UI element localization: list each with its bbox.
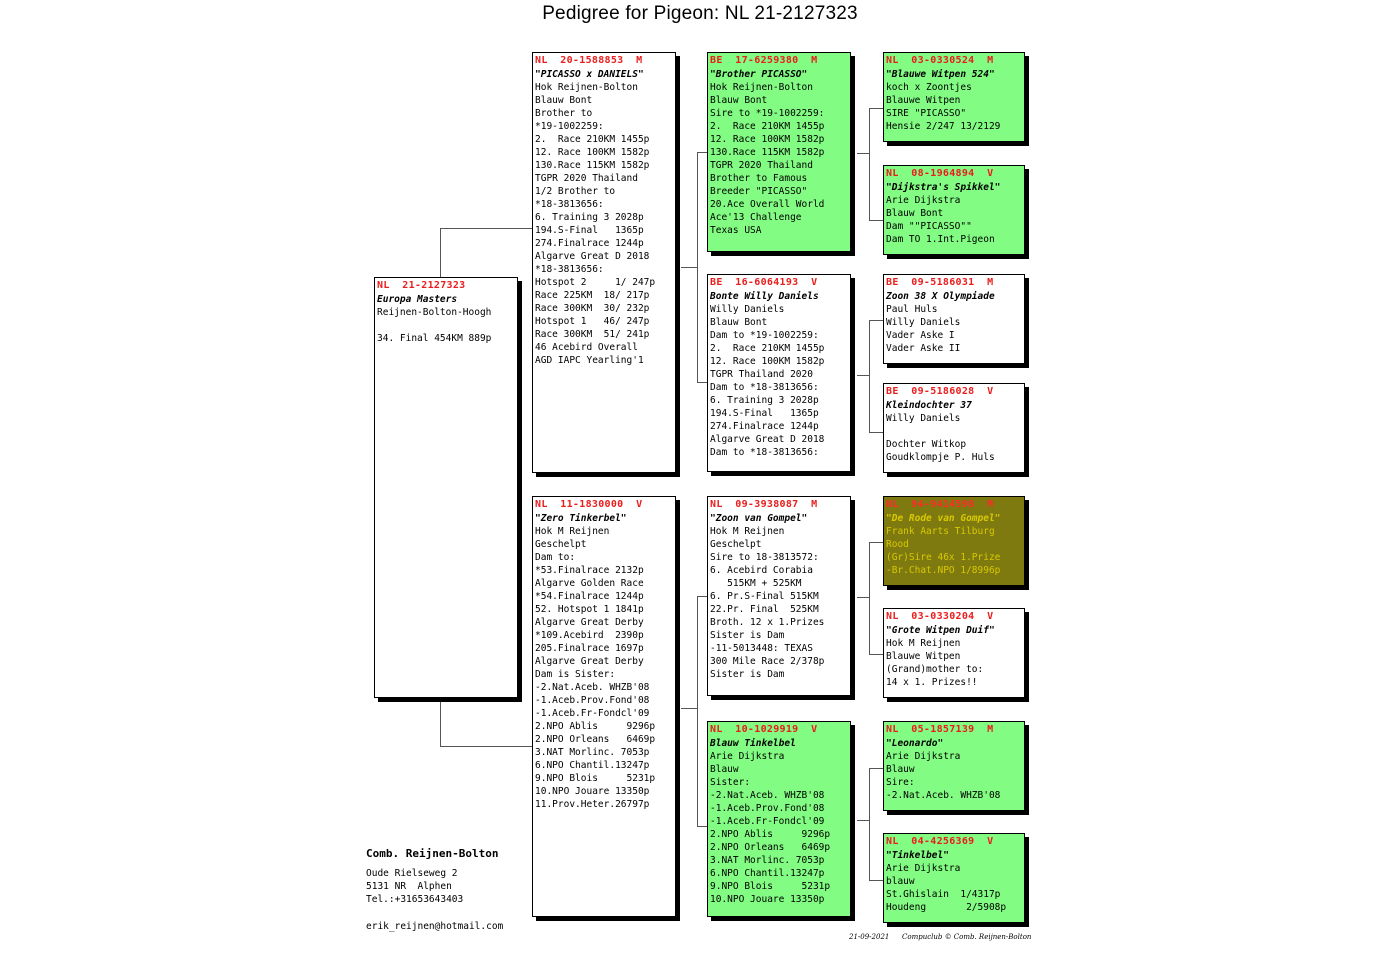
pedigree-line: Hok M Reijnen: [535, 526, 610, 537]
pedigree-line: -1.Aceb.Prov.Fond'08: [535, 695, 650, 706]
pedigree-line: Sire to 18-3813572:: [710, 552, 819, 563]
connector-line: [869, 432, 883, 433]
pedigree-line: 10.NPO Jouare 13350p: [535, 786, 650, 797]
pigeon-card-sire-sire-sire[interactable]: [883, 52, 1025, 142]
pedigree-line: Hotspot 1 46/ 247p: [535, 316, 650, 327]
pedigree-line: Dam to *19-1002259:: [710, 330, 819, 341]
pigeon-card-subject[interactable]: [374, 277, 518, 698]
pedigree-line: Brother to: [535, 108, 593, 119]
pedigree-line: Geschelpt: [535, 539, 587, 550]
connector-line: [697, 596, 707, 597]
pigeon-card-sire-dam-sire[interactable]: [883, 274, 1025, 364]
pedigree-line: 194.S-Final 1365p: [535, 225, 644, 236]
pedigree-line: 194.S-Final 1365p: [710, 408, 819, 419]
pedigree-line: 12. Race 100KM 1582p: [535, 147, 650, 158]
connector-line: [857, 375, 869, 376]
pigeon-name: Europa Masters: [377, 294, 458, 305]
pedigree-line: 515KM + 525KM: [710, 578, 802, 589]
ring-number: NL 20-1588853 M: [535, 55, 643, 66]
pedigree-line: Sire:: [886, 777, 915, 788]
pigeon-name: "De Rode van Gompel": [886, 513, 1001, 524]
pedigree-line: -11-5013448: TEXAS: [710, 643, 813, 654]
pedigree-line: 300 Mile Race 2/378p: [710, 656, 825, 667]
connector-line: [869, 542, 870, 654]
pigeon-card-dam[interactable]: [532, 496, 676, 917]
pedigree-line: Willy Daniels: [886, 413, 961, 424]
pedigree-line: Houdeng 2/5908p: [886, 902, 1007, 913]
connector-line: [697, 152, 698, 382]
pedigree-line: TGPR Thailand 2020: [710, 369, 813, 380]
address-line: Oude Rielseweg 2: [366, 868, 458, 879]
pedigree-line: Texas USA: [710, 225, 762, 236]
pedigree-line: 12. Race 100KM 1582p: [710, 356, 825, 367]
connector-line: [869, 880, 883, 881]
ring-number: BE 17-6259380 M: [710, 55, 818, 66]
pedigree-line: -1.Aceb.Prov.Fond'08: [710, 803, 825, 814]
pedigree-line: Sister is Dam: [710, 669, 785, 680]
pedigree-line: 130.Race 115KM 1582p: [710, 147, 825, 158]
pedigree-line: -2.Nat.Aceb. WHZB'08: [710, 790, 825, 801]
pedigree-line: AGD IAPC Yearling'1: [535, 355, 644, 366]
pigeon-card-dam-sire-dam[interactable]: [883, 608, 1025, 698]
pedigree-line: Race 300KM 51/ 241p: [535, 329, 650, 340]
pedigree-line: Hok M Reijnen: [886, 638, 961, 649]
pedigree-line: Blauw Bont: [710, 317, 768, 328]
pedigree-line: 46 Acebird Overall: [535, 342, 638, 353]
pedigree-line: Arie Dijkstra: [886, 751, 961, 762]
ring-number: NL 94-9414598 M: [886, 499, 994, 510]
pedigree-line: koch x Zoontjes: [886, 82, 972, 93]
pedigree-line: Dochter Witkop: [886, 439, 967, 450]
pedigree-line: Vader Aske I: [886, 330, 955, 341]
pedigree-line: 6.NPO Chantil.13247p: [710, 868, 825, 879]
connector-line: [869, 220, 883, 221]
pedigree-line: Goudklompje P. Huls: [886, 452, 995, 463]
pedigree-line: TGPR 2020 Thailand: [535, 173, 638, 184]
pedigree-line: Dam to *18-3813656:: [710, 447, 819, 458]
pedigree-line: *54.Finalrace 1244p: [535, 591, 644, 602]
connector-line: [869, 320, 883, 321]
phone-line: Tel.:+31653643403: [366, 894, 464, 905]
pedigree-line: Race 225KM 18/ 217p: [535, 290, 650, 301]
connector-line: [869, 654, 883, 655]
page-title: Pedigree for Pigeon: NL 21-2127323: [542, 3, 858, 24]
pedigree-line: SIRE "PICASSO": [886, 108, 967, 119]
pigeon-name: Bonte Willy Daniels: [710, 291, 819, 302]
pedigree-line: Rood: [886, 539, 909, 550]
pedigree-line: 274.Finalrace 1244p: [710, 421, 819, 432]
pedigree-line: [886, 425, 1022, 438]
ring-number: NL 09-3938087 M: [710, 499, 818, 510]
pedigree-line: St.Ghislain 1/4317p: [886, 889, 1001, 900]
pigeon-card-sire[interactable]: [532, 52, 676, 473]
pedigree-line: *53.Finalrace 2132p: [535, 565, 644, 576]
pedigree-line: Hok M Reijnen: [710, 526, 785, 537]
pigeon-name: Blauw Tinkelbel: [710, 738, 796, 749]
pedigree-line: Sire to *19-1002259:: [710, 108, 825, 119]
connector-line: [440, 228, 532, 229]
pedigree-line: -1.Aceb.Fr-Fondcl'09: [710, 816, 825, 827]
pedigree-line: *19-1002259:: [535, 121, 604, 132]
ring-number: NL 05-1857139 M: [886, 724, 994, 735]
pigeon-name: "Blauwe Witpen 524": [886, 69, 995, 80]
pigeon-name: "Leonardo": [886, 738, 944, 749]
pedigree-line: -2.Nat.Aceb. WHZB'08: [886, 790, 1001, 801]
pedigree-line: Breeder "PICASSO": [710, 186, 808, 197]
pedigree-line: Geschelpt: [710, 539, 762, 550]
pedigree-line: Blauwe Witpen: [886, 95, 961, 106]
pedigree-line: 2. Race 210KM 1455p: [710, 343, 825, 354]
pedigree-line: Blauw Bont: [886, 208, 944, 219]
pedigree-line: Hok Reijnen-Bolton: [535, 82, 638, 93]
pigeon-card-sire-dam-dam[interactable]: [883, 383, 1025, 473]
pigeon-name: "Brother PICASSO": [710, 69, 808, 80]
pedigree-line: Blauw Bont: [710, 95, 768, 106]
pigeon-name: Zoon 38 X Olympiade: [886, 291, 995, 302]
pedigree-line: Algarve Golden Race: [535, 578, 644, 589]
pedigree-line: Hensie 2/247 13/2129: [886, 121, 1001, 132]
pedigree-line: Frank Aarts Tilburg: [886, 526, 995, 537]
pedigree-line: (Grand)mother to:: [886, 664, 984, 675]
pedigree-line: *18-3813656:: [535, 264, 604, 275]
pedigree-line: *109.Acebird 2390p: [535, 630, 644, 641]
connector-line: [440, 746, 532, 747]
pigeon-card-dam-dam-sire[interactable]: [883, 721, 1025, 811]
ring-number: NL 08-1964894 V: [886, 168, 994, 179]
pedigree-line: Blauwe Witpen: [886, 651, 961, 662]
pedigree-line: (Gr)Sire 46x 1.Prize: [886, 552, 1001, 563]
breeder-name: Comb. Reijnen-Bolton: [366, 847, 499, 860]
pedigree-line: 6. Training 3 2028p: [535, 212, 644, 223]
pedigree-line: 1/2 Brother to: [535, 186, 616, 197]
connector-line: [869, 108, 870, 220]
pedigree-line: 12. Race 100KM 1582p: [710, 134, 825, 145]
pedigree-line: Dam ""PICASSO"": [886, 221, 972, 232]
connector-line: [681, 708, 697, 709]
pigeon-name: "Dijkstra's Spikkel": [886, 182, 1001, 193]
pedigree-line: 2.NPO Orleans 6469p: [710, 842, 831, 853]
pedigree-line: Blauw Bont: [535, 95, 593, 106]
pedigree-line: 6. Acebird Corabia: [710, 565, 813, 576]
pedigree-line: Brother to Famous: [710, 173, 808, 184]
pedigree-line: -2.Nat.Aceb. WHZB'08: [535, 682, 650, 693]
pedigree-line: [377, 319, 515, 332]
pedigree-line: 3.NAT Morlinc. 7053p: [535, 747, 650, 758]
print-date: 21-09-2021: [849, 933, 890, 941]
pedigree-line: -1.Aceb.Fr-Fondcl'09: [535, 708, 650, 719]
pedigree-line: *18-3813656:: [535, 199, 604, 210]
pedigree-line: 130.Race 115KM 1582p: [535, 160, 650, 171]
pedigree-line: Race 300KM 30/ 232p: [535, 303, 650, 314]
connector-line: [857, 153, 869, 154]
pedigree-line: -Br.Chat.NPO 1/8996p: [886, 565, 1001, 576]
connector-line: [857, 820, 869, 821]
pedigree-line: 20.Ace Overall World: [710, 199, 825, 210]
pedigree-line: 2.NPO Orleans 6469p: [535, 734, 656, 745]
connector-line: [869, 108, 883, 109]
pedigree-line: 9.NPO Blois 5231p: [535, 773, 656, 784]
connector-line: [869, 768, 883, 769]
pigeon-name: "PICASSO x DANIELS": [535, 69, 644, 80]
connector-line: [697, 826, 707, 827]
pigeon-card-sire-dam[interactable]: [707, 274, 851, 472]
pedigree-line: 11.Prov.Heter.26797p: [535, 799, 650, 810]
pedigree-line: 10.NPO Jouare 13350p: [710, 894, 825, 905]
pedigree-line: Dam is Sister:: [535, 669, 616, 680]
pigeon-card-dam-sire[interactable]: [707, 496, 851, 696]
pedigree-line: 34. Final 454KM 889p: [377, 333, 492, 344]
pigeon-name: "Zoon van Gompel": [710, 513, 808, 524]
pedigree-line: Algarve Great D 2018: [535, 251, 650, 262]
connector-line: [697, 596, 698, 826]
pigeon-card-sire-sire[interactable]: [707, 52, 851, 252]
pedigree-line: blauw: [886, 876, 915, 887]
pedigree-line: 22.Pr. Final 525KM: [710, 604, 819, 615]
pigeon-card-sire-sire-dam[interactable]: [883, 165, 1025, 255]
pedigree-line: Arie Dijkstra: [886, 195, 961, 206]
pedigree-line: 2. Race 210KM 1455p: [710, 121, 825, 132]
address-line: 5131 NR Alphen: [366, 881, 452, 892]
pedigree-line: 6. Pr.S-Final 515KM: [710, 591, 819, 602]
ring-number: BE 16-6064193 V: [710, 277, 818, 288]
software-credit: Compuclub © Comb. Reijnen-Bolton: [902, 933, 1032, 941]
connector-line: [697, 152, 707, 153]
pedigree-line: Dam TO 1.Int.Pigeon: [886, 234, 995, 245]
pedigree-line: Ace'13 Challenge: [710, 212, 802, 223]
pedigree-line: Dam to:: [535, 552, 576, 563]
pedigree-line: 9.NPO Blois 5231p: [710, 881, 831, 892]
pedigree-line: Sister:: [710, 777, 751, 788]
connector-line: [869, 320, 870, 432]
pedigree-line: Arie Dijkstra: [886, 863, 961, 874]
ring-number: NL 03-0330204 V: [886, 611, 994, 622]
pedigree-line: Vader Aske II: [886, 343, 961, 354]
pedigree-line: Willy Daniels: [886, 317, 961, 328]
pigeon-card-dam-sire-sire[interactable]: [883, 496, 1025, 586]
connector-line: [697, 382, 707, 383]
ring-number: BE 09-5186028 V: [886, 386, 994, 397]
ring-number: NL 21-2127323: [377, 280, 466, 291]
pedigree-line: 2.NPO Ablis 9296p: [710, 829, 831, 840]
pigeon-name: Kleindochter 37: [886, 400, 972, 411]
pedigree-line: Dam to *18-3813656:: [710, 382, 819, 393]
pedigree-line: Algarve Great Derby: [535, 656, 644, 667]
ring-number: BE 09-5186031 M: [886, 277, 994, 288]
ring-number: NL 11-1830000 V: [535, 499, 643, 510]
pedigree-line: 6. Training 3 2028p: [710, 395, 819, 406]
pedigree-line: Broth. 12 x 1.Prizes: [710, 617, 825, 628]
ring-number: NL 03-0330524 M: [886, 55, 994, 66]
pedigree-line: Blauw: [710, 764, 739, 775]
email-link[interactable]: erik_reijnen@hotmail.com: [366, 921, 504, 932]
pedigree-line: Willy Daniels: [710, 304, 785, 315]
pigeon-name: "Grote Witpen Duif": [886, 625, 995, 636]
connector-line: [681, 267, 697, 268]
pedigree-line: 274.Finalrace 1244p: [535, 238, 644, 249]
connector-line: [869, 768, 870, 880]
pigeon-name: "Tinkelbel": [886, 850, 949, 861]
pigeon-card-dam-dam[interactable]: [707, 721, 851, 917]
pigeon-name: "Zero Tinkerbel": [535, 513, 627, 524]
pedigree-line: Sister is Dam: [710, 630, 785, 641]
connector-line: [869, 542, 883, 543]
connector-line: [857, 597, 869, 598]
pedigree-line: 2. Race 210KM 1455p: [535, 134, 650, 145]
pedigree-line: 14 x 1. Prizes!!: [886, 677, 978, 688]
pedigree-line: 205.Finalrace 1697p: [535, 643, 644, 654]
pedigree-line: Hok Reijnen-Bolton: [710, 82, 813, 93]
pedigree-line: 3.NAT Morlinc. 7053p: [710, 855, 825, 866]
ring-number: NL 04-4256369 V: [886, 836, 994, 847]
pedigree-line: Arie Dijkstra: [710, 751, 785, 762]
pedigree-line: Hotspot 2 1/ 247p: [535, 277, 656, 288]
pedigree-line: 52. Hotspot 1 1841p: [535, 604, 644, 615]
pedigree-line: Paul Huls: [886, 304, 938, 315]
pedigree-line: TGPR 2020 Thailand: [710, 160, 813, 171]
pedigree-line: Algarve Great D 2018: [710, 434, 825, 445]
pedigree-line: Reijnen-Bolton-Hoogh: [377, 307, 492, 318]
pedigree-line: 2.NPO Ablis 9296p: [535, 721, 656, 732]
ring-number: NL 10-1029919 V: [710, 724, 818, 735]
pigeon-card-dam-dam-dam[interactable]: [883, 833, 1025, 923]
pedigree-line: Blauw: [886, 764, 915, 775]
pedigree-line: 6.NPO Chantil.13247p: [535, 760, 650, 771]
pedigree-line: Algarve Great Derby: [535, 617, 644, 628]
